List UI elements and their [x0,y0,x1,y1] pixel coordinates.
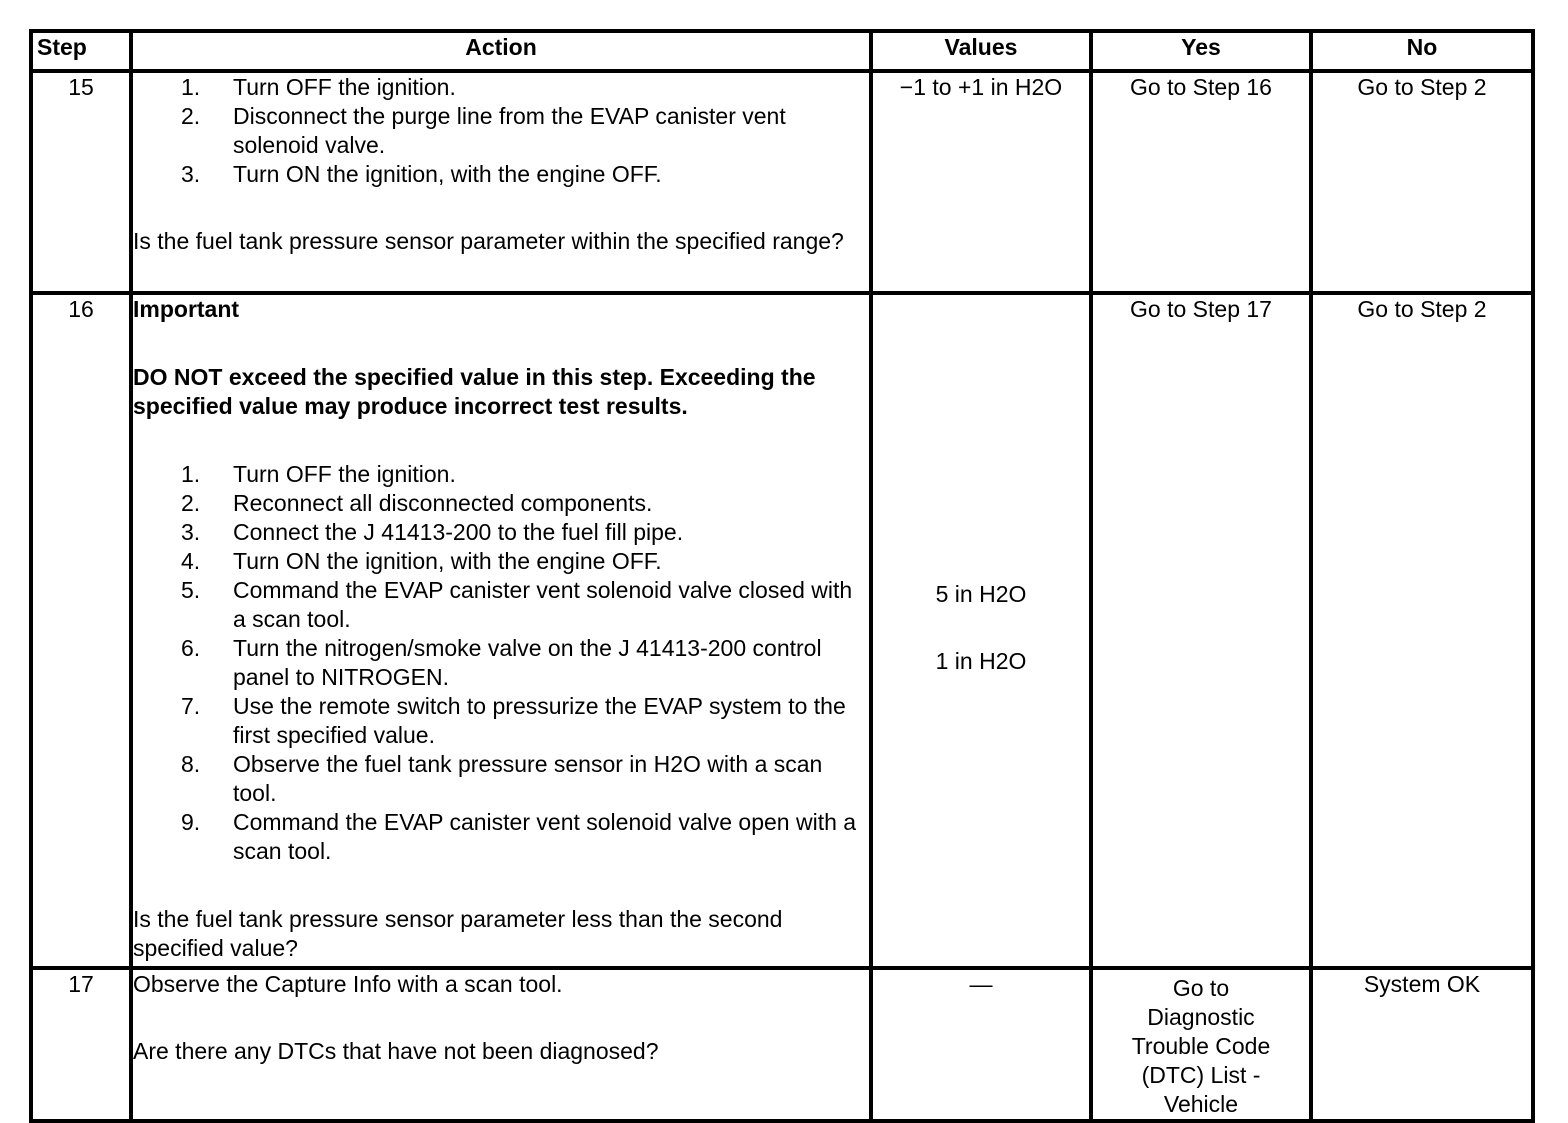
step-number: 16 [31,293,131,968]
item-text: Use the remote switch to pressurize the EVAP system to the first specified value. [233,693,846,748]
yes-link[interactable]: Go to Step 16 [1091,71,1311,293]
item-number: 1. [181,74,201,100]
item-number: 9. [181,809,201,835]
action-cell [131,968,871,1121]
list-item [133,576,869,634]
yes-link[interactable]: Go to Diagnostic Trouble Code (DTC) List - Vehicle [1091,968,1311,1121]
step-number: 17 [31,968,131,1121]
important-title: Important [133,296,240,322]
value-text: — [969,971,993,997]
item-text: Turn ON the ignition, with the engine OFF. [233,548,662,574]
item-text: Command the EVAP canister vent solenoid valve closed with a scan tool. [233,577,853,632]
item-text: Observe the fuel tank pressure sensor in H2O with a scan tool. [233,751,823,806]
item-number: 6. [181,635,201,661]
action-cell [131,71,871,293]
item-text: Reconnect all disconnected components. [233,490,653,516]
no-link[interactable]: Go to Step 2 [1311,71,1533,293]
no-link[interactable]: System OK [1311,968,1533,1121]
instruction-list [133,73,869,189]
question-text: Is the fuel tank pressure sensor parameter less than the second specified value? [133,906,783,961]
item-text: Disconnect the purge line from the EVAP canister vent solenoid valve. [233,103,786,158]
item-number: 5. [181,577,201,603]
item-text: Turn OFF the ignition. [233,461,456,487]
value-text-second: 1 in H2O [935,648,1027,674]
table-row [31,293,1533,968]
item-text: Turn the nitrogen/smoke valve on the J 41413-200 control panel to NITROGEN. [233,635,822,690]
table-row [31,71,1533,293]
step-number: 15 [31,71,131,293]
question-text: Are there any DTCs that have not been diagnosed? [133,1038,659,1064]
value-text-first: 5 in H2O [935,581,1027,607]
question-text: Is the fuel tank pressure sensor parameter within the specified range? [133,228,844,254]
header-action: Action [131,31,871,71]
header-step: Step [31,31,131,71]
header-no: No [1311,31,1533,71]
value-text: −1 to +1 in H2O [899,74,1063,100]
item-number: 2. [181,103,201,129]
item-number: 8. [181,751,201,777]
item-number: 4. [181,548,201,574]
item-number: 2. [181,490,201,516]
item-text: Connect the J 41413-200 to the fuel fill pipe. [233,519,684,545]
no-link[interactable]: Go to Step 2 [1311,293,1533,968]
header-values: Values [871,31,1091,71]
table-row [31,968,1533,1121]
list-item [133,692,869,750]
item-text: Turn OFF the ignition. [233,74,456,100]
diagnostic-table [29,29,1535,1123]
instruction-text: Observe the Capture Info with a scan tool. [133,971,563,997]
action-cell [131,293,871,968]
list-item [133,808,869,866]
item-number: 7. [181,693,201,719]
item-text: Turn ON the ignition, with the engine OFF. [233,161,662,187]
list-item [133,634,869,692]
instruction-list [133,460,869,866]
list-item [133,102,869,160]
important-text: DO NOT exceed the specified value in this step. Exceeding the specified value may produce incorrect test results. [133,364,816,419]
values-cell [871,293,1091,968]
yes-link[interactable]: Go to Step 17 [1091,293,1311,968]
list-item [133,489,869,518]
item-text: Command the EVAP canister vent solenoid valve open with a scan tool. [233,809,857,864]
list-item [133,73,869,102]
list-item [133,750,869,808]
list-item [133,518,869,547]
item-number: 3. [181,519,201,545]
list-item [133,547,869,576]
list-item [133,460,869,489]
header-yes: Yes [1091,31,1311,71]
list-item [133,160,869,189]
values-cell [871,71,1091,293]
item-number: 3. [181,161,201,187]
item-number: 1. [181,461,201,487]
header-row [31,31,1533,71]
values-cell [871,968,1091,1121]
